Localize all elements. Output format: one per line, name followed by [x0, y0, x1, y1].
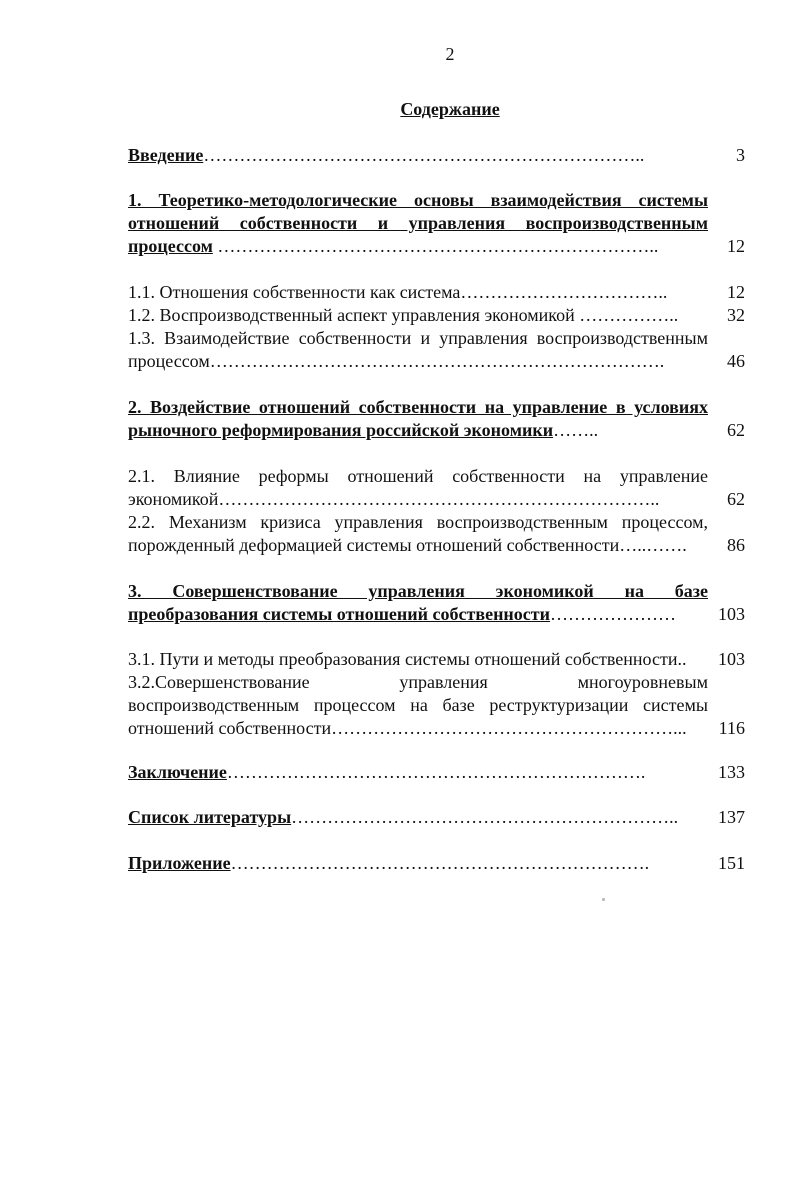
toc-entry-label-line: 3.2.Совершенствование управления многоуровневым: [128, 672, 708, 692]
toc-entry-label-line: 1. Теоретико-методологические основы взаимодействия системы: [128, 190, 708, 210]
toc-entry-label-line: экономикой: [128, 489, 219, 509]
toc-entry-section-1-1[interactable]: [128, 281, 745, 304]
toc-entry-label-line: 2. Воздействие отношений собственности на управление в условиях: [128, 397, 708, 417]
toc-entry-label-line: 1.3. Взаимодействие собственности и управления воспроизводственным: [128, 328, 708, 348]
toc-page-number: 3: [736, 145, 745, 165]
toc-entry-label-line: рыночного реформирования российской экономики: [128, 420, 554, 440]
toc-entry-section-3-1[interactable]: [128, 648, 745, 671]
page-title: Содержание: [400, 99, 500, 119]
toc-entry-references[interactable]: [128, 806, 745, 829]
leader-dots: ………………………………………………………………….: [209, 351, 665, 371]
toc-entry-section-2-2[interactable]: [128, 511, 745, 557]
toc-entry-section-2-1[interactable]: [128, 465, 745, 511]
toc-entry-label: 1.2. Воспроизводственный аспект управления экономикой: [128, 305, 575, 325]
toc-page-number: 32: [727, 305, 745, 325]
leader-dots: ………………………………………………………………..: [212, 236, 659, 256]
toc-page-number: 103: [718, 649, 745, 669]
toc-page-number: 12: [727, 236, 745, 256]
leader-dots: …………………: [550, 604, 677, 624]
toc-page-number: 62: [727, 489, 745, 509]
toc-entry-label-line: 3. Совершенствование управления экономикой на базе: [128, 581, 708, 601]
toc-entry-label: Введение: [128, 145, 204, 165]
leader-dots: ……………………………..: [460, 282, 668, 302]
toc-entry-introduction[interactable]: [128, 144, 745, 167]
toc-entry-appendix[interactable]: [128, 852, 745, 875]
toc-entry-chapter-2[interactable]: [128, 396, 745, 442]
leader-dots: ………………………………………………………………..: [218, 489, 660, 509]
toc-entry-label-line: порожденный деформацией системы отношений собственности: [128, 535, 620, 555]
toc-entry-label: 1.1. Отношения собственности как система: [128, 282, 461, 302]
toc-entry-label-line: отношений собственности и управления воспроизводственным: [128, 213, 708, 233]
toc-page-number: 137: [718, 807, 745, 827]
toc-entry-label-line: воспроизводственным процессом на базе реструктуризации системы: [128, 695, 708, 715]
toc-entry-label-line: 2.2. Механизм кризиса управления воспроизводственным процессом,: [128, 512, 708, 532]
toc-entry-section-1-3[interactable]: [128, 327, 745, 373]
toc-entry-label: Заключение: [128, 762, 227, 782]
leader-dots: …………………………………………………………….: [230, 853, 650, 873]
leader-dots: …..…….: [619, 535, 687, 555]
toc-entry-label-line: процессом: [128, 351, 210, 371]
toc-page-number: 103: [718, 604, 745, 624]
scan-speck: [602, 898, 605, 901]
toc-page-number: 46: [727, 351, 745, 371]
toc-page-number: 151: [718, 853, 745, 873]
toc-entry-label-line: процессом: [128, 236, 213, 256]
toc-entry-label: Приложение: [128, 853, 231, 873]
toc-entry-section-1-2[interactable]: [128, 304, 745, 327]
leader-dots: ……………..: [574, 305, 679, 325]
toc-entry-chapter-1[interactable]: [128, 189, 745, 258]
toc-page-number: 12: [727, 282, 745, 302]
toc-entry-conclusion[interactable]: [128, 761, 745, 784]
leader-dots: …………………………………………………...: [331, 718, 687, 738]
toc-entry-label-line: 2.1. Влияние реформы отношений собственности на управление: [128, 466, 708, 486]
toc-entry-label-line: отношений собственности: [128, 718, 332, 738]
toc-entry-label: 3.1. Пути и методы преобразования системы отношений собственности: [128, 649, 678, 669]
toc-page-number: 86: [727, 535, 745, 555]
leader-dots: ………………………………………………………………..: [203, 145, 645, 165]
leader-dots: …………………………………………………………….: [226, 762, 646, 782]
leader-dots: ………………………………………………………..: [291, 807, 679, 827]
leader-dots: ..: [677, 649, 687, 669]
page-number: 2: [445, 44, 455, 64]
toc-entry-label: Список литературы: [128, 807, 292, 827]
toc-entry-chapter-3[interactable]: [128, 580, 745, 626]
toc-entry-section-3-2[interactable]: [128, 671, 745, 740]
toc-page-number: 133: [718, 762, 745, 782]
toc-entry-label-line: преобразования системы отношений собственности: [128, 604, 551, 624]
leader-dots: ……..: [553, 420, 599, 440]
toc-page-number: 62: [727, 420, 745, 440]
toc-page-number: 116: [718, 718, 745, 738]
